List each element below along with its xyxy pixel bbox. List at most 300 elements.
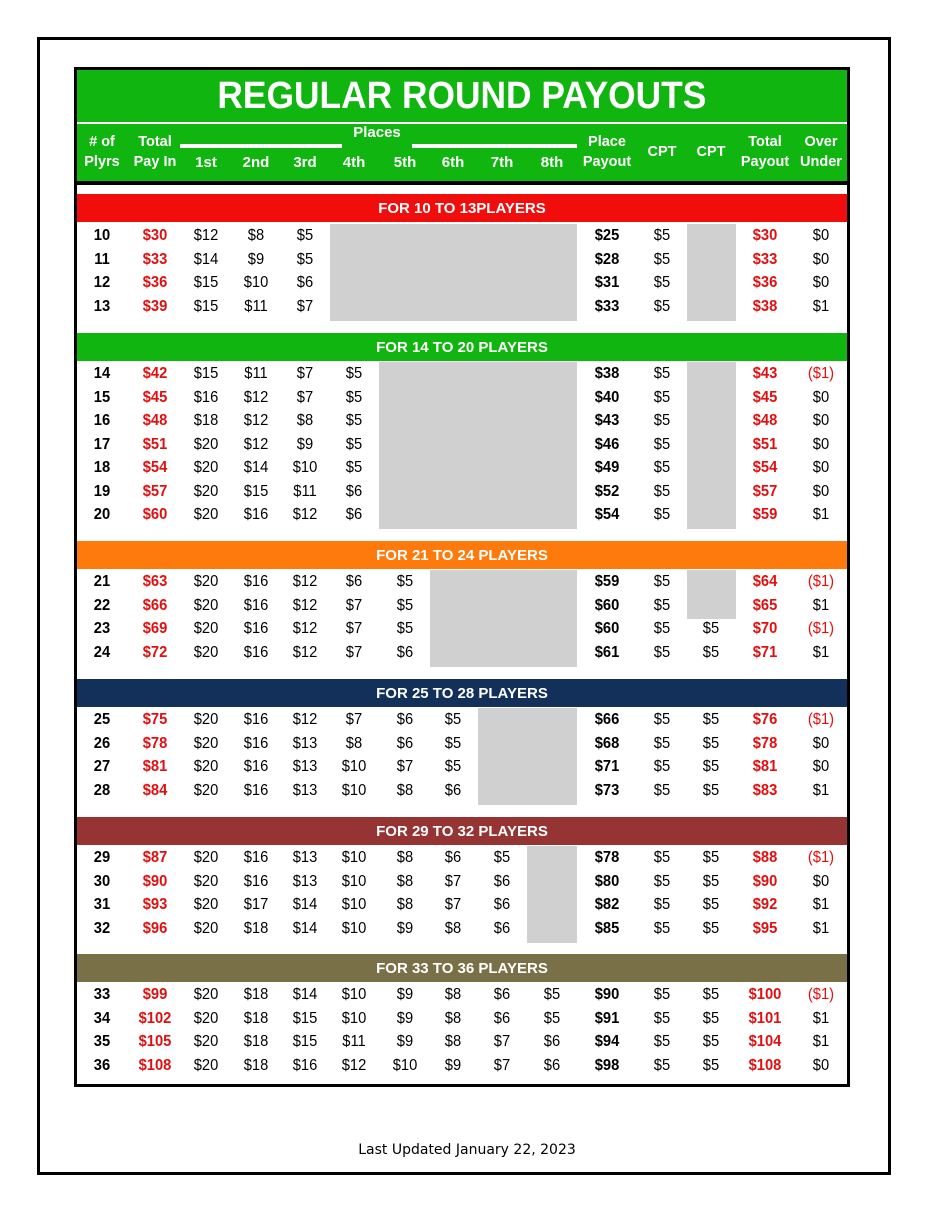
cell-total-payout: $88: [752, 849, 778, 866]
cell-total-payout: $71: [752, 644, 778, 662]
cell-pay-in: $102: [138, 1009, 172, 1027]
cell-pay-in: $93: [142, 896, 168, 914]
header-cpt-1: CPT: [647, 144, 677, 160]
cell-total-payout: $104: [748, 1033, 782, 1050]
cell-pay-in: $69: [142, 620, 168, 638]
cell-over-under: $0: [812, 1056, 830, 1074]
cell-cpt-2: $5: [702, 644, 720, 662]
cell-plyrs: 35: [93, 1033, 111, 1050]
header-place-payout-line1: Place: [588, 134, 626, 150]
cell-pay-in: $66: [142, 596, 168, 614]
header-payin-line2: Pay In: [133, 154, 177, 170]
cell-plyrs: 13: [93, 298, 111, 316]
cell-place-4: $5: [345, 388, 363, 406]
cell-place-8: $5: [543, 986, 561, 1003]
cell-total-payout: $101: [748, 1009, 782, 1027]
cell-place-5: $10: [392, 1056, 418, 1074]
column-header-bar: [77, 122, 847, 181]
cell-plyrs: 18: [93, 459, 111, 476]
last-updated-footer: Last Updated January 22, 2023: [358, 1142, 576, 1158]
cell-place-1: $15: [193, 298, 219, 316]
header-place-3: 3rd: [293, 154, 317, 171]
cell-place-6: $8: [444, 920, 462, 938]
cell-place-2: $18: [243, 986, 269, 1003]
cell-over-under: $1: [812, 1033, 830, 1050]
cell-place-6: $5: [444, 711, 462, 728]
cell-cpt-2: $5: [702, 849, 720, 866]
cell-place-5: $6: [396, 644, 414, 662]
cell-place-7: $6: [493, 872, 511, 890]
cell-total-payout: $64: [752, 573, 778, 590]
cell-place-payout: $60: [594, 620, 620, 638]
section-band: FOR 29 TO 32 PLAYERS: [77, 817, 847, 845]
header-separator: [77, 181, 847, 185]
cell-place-1: $20: [193, 782, 219, 800]
cell-over-under: $0: [812, 227, 830, 244]
cell-over-under: $1: [812, 896, 830, 914]
cell-place-3: $12: [292, 620, 318, 638]
cell-cpt-2: $5: [702, 711, 720, 728]
cell-total-payout: $45: [752, 388, 778, 406]
cell-place-3: $8: [296, 412, 314, 429]
cell-place-2: $11: [244, 298, 268, 316]
cell-place-payout: $94: [594, 1033, 620, 1050]
cell-place-5: $6: [396, 711, 414, 728]
cell-cpt-1: $5: [653, 620, 671, 638]
cell-place-5: $8: [396, 782, 414, 800]
cell-place-2: $14: [243, 459, 269, 476]
cell-place-2: $16: [243, 711, 269, 728]
cell-place-1: $15: [193, 365, 219, 382]
cell-place-6: $8: [444, 1009, 462, 1027]
cell-cpt-2: $5: [702, 920, 720, 938]
cell-place-payout: $66: [594, 711, 620, 728]
cell-cpt-2: $5: [702, 734, 720, 752]
cell-cpt-1: $5: [653, 734, 671, 752]
cell-place-7: $7: [493, 1056, 511, 1074]
cell-place-4: $10: [341, 1009, 367, 1027]
cell-total-payout: $70: [752, 620, 778, 638]
cell-total-payout: $92: [752, 896, 778, 914]
cell-place-2: $16: [243, 782, 269, 800]
unused-places-block: [478, 708, 577, 805]
cell-place-4: $10: [341, 758, 367, 776]
cell-total-payout: $57: [752, 482, 778, 500]
cell-cpt-2: $5: [702, 896, 720, 914]
cell-place-3: $12: [292, 596, 318, 614]
cell-place-3: $13: [292, 734, 318, 752]
cell-cpt-2: $5: [702, 986, 720, 1003]
cell-place-6: $8: [444, 1033, 462, 1050]
cell-place-1: $12: [193, 227, 219, 244]
cell-place-payout: $31: [594, 274, 620, 292]
cell-cpt-1: $5: [653, 250, 671, 268]
cell-pay-in: $96: [142, 920, 168, 938]
unused-places-block: [430, 570, 577, 667]
cell-place-5: $9: [396, 920, 414, 938]
cell-place-payout: $61: [594, 644, 620, 662]
cell-plyrs: 32: [93, 920, 111, 938]
cell-place-1: $18: [193, 412, 219, 429]
cell-plyrs: 19: [93, 482, 111, 500]
cell-plyrs: 21: [93, 573, 111, 590]
cell-cpt-1: $5: [653, 482, 671, 500]
cell-place-7: $6: [493, 1009, 511, 1027]
cell-place-2: $16: [243, 849, 269, 866]
cell-over-under: $0: [812, 412, 830, 429]
cell-place-4: $10: [341, 896, 367, 914]
cell-place-4: $10: [341, 920, 367, 938]
cell-plyrs: 29: [93, 849, 111, 866]
cell-plyrs: 33: [93, 986, 111, 1003]
cell-total-payout: $65: [752, 596, 778, 614]
cell-pay-in: $72: [142, 644, 168, 662]
cell-place-4: $6: [345, 482, 363, 500]
cell-place-6: $6: [444, 849, 462, 866]
cell-total-payout: $48: [752, 412, 778, 429]
cell-place-2: $16: [243, 758, 269, 776]
cell-place-2: $16: [243, 573, 269, 590]
cell-cpt-1: $5: [653, 596, 671, 614]
cell-place-4: $10: [341, 782, 367, 800]
cell-place-1: $20: [193, 734, 219, 752]
cell-cpt-1: $5: [653, 920, 671, 938]
cell-cpt-1: $5: [653, 1056, 671, 1074]
cell-over-under: ($1): [807, 711, 835, 728]
cell-place-1: $16: [193, 388, 219, 406]
cell-place-3: $6: [296, 274, 314, 292]
cell-pay-in: $108: [138, 1056, 172, 1074]
cell-pay-in: $105: [138, 1033, 172, 1050]
cell-plyrs: 20: [93, 506, 111, 523]
cell-cpt-1: $5: [653, 388, 671, 406]
cell-place-4: $12: [341, 1056, 367, 1074]
cell-cpt-2: $5: [702, 872, 720, 890]
cell-place-payout: $82: [594, 896, 620, 914]
section-band: FOR 10 TO 13PLAYERS: [77, 194, 847, 222]
cell-place-2: $8: [247, 227, 265, 244]
cell-place-2: $11: [244, 365, 268, 382]
cell-plyrs: 36: [93, 1056, 111, 1074]
cell-place-5: $6: [396, 734, 414, 752]
cell-place-1: $20: [193, 1056, 219, 1074]
cell-total-payout: $81: [752, 758, 778, 776]
cell-place-4: $10: [341, 986, 367, 1003]
cell-place-3: $14: [292, 920, 318, 938]
cell-pay-in: $90: [142, 872, 168, 890]
cell-place-3: $7: [296, 365, 314, 382]
cell-place-3: $12: [292, 506, 318, 523]
cell-place-5: $8: [396, 872, 414, 890]
cell-place-payout: $68: [594, 734, 620, 752]
cell-place-3: $11: [293, 482, 317, 500]
header-over-under-line2: Under: [800, 154, 842, 170]
cell-place-6: $9: [444, 1056, 462, 1074]
cell-place-7: $6: [493, 896, 511, 914]
header-place-1: 1st: [195, 154, 217, 171]
cell-place-6: $5: [444, 758, 462, 776]
cell-over-under: ($1): [807, 620, 835, 638]
cell-pay-in: $39: [142, 298, 168, 316]
cell-place-2: $18: [243, 920, 269, 938]
cell-place-4: $7: [345, 711, 363, 728]
cell-pay-in: $54: [142, 459, 168, 476]
header-place-2: 2nd: [242, 154, 270, 171]
cell-place-5: $7: [396, 758, 414, 776]
header-plyrs: [72, 132, 132, 172]
cell-total-payout: $51: [752, 435, 778, 453]
cell-place-4: $11: [342, 1033, 366, 1050]
cell-place-payout: $28: [594, 250, 620, 268]
cell-pay-in: $45: [142, 388, 168, 406]
cell-over-under: $0: [812, 388, 830, 406]
unused-places-block: [379, 362, 577, 529]
cell-cpt-2: $5: [702, 1009, 720, 1027]
cell-total-payout: $83: [752, 782, 778, 800]
cell-place-3: $15: [292, 1033, 318, 1050]
cell-total-payout: $54: [752, 459, 778, 476]
cell-over-under: $1: [812, 644, 830, 662]
cell-place-payout: $71: [594, 758, 620, 776]
cell-cpt-2: $5: [702, 1033, 720, 1050]
unused-places-block: [527, 846, 577, 943]
cell-place-7: $6: [493, 986, 511, 1003]
cell-over-under: ($1): [807, 986, 835, 1003]
cell-place-1: $20: [193, 711, 219, 728]
header-total-payout: [735, 132, 795, 172]
title-bar: [77, 70, 847, 122]
cell-place-5: $5: [396, 573, 414, 590]
cell-place-3: $13: [292, 872, 318, 890]
cell-cpt-1: $5: [653, 573, 671, 590]
cell-place-payout: $49: [594, 459, 620, 476]
cell-place-1: $20: [193, 596, 219, 614]
section-band: FOR 21 TO 24 PLAYERS: [77, 541, 847, 569]
cell-place-4: $5: [345, 365, 363, 382]
cell-place-4: $10: [341, 872, 367, 890]
cell-plyrs: 17: [93, 435, 111, 453]
cell-cpt-1: $5: [653, 506, 671, 523]
header-place-7: 7th: [490, 154, 514, 171]
cell-place-5: $5: [396, 620, 414, 638]
cell-place-5: $5: [396, 596, 414, 614]
header-total-payout-line2: Payout: [740, 154, 790, 170]
header-place-5: 5th: [393, 154, 417, 171]
cell-place-payout: $52: [594, 482, 620, 500]
cell-over-under: $0: [812, 482, 830, 500]
unused-places-block: [330, 224, 577, 321]
cell-total-payout: $90: [752, 872, 778, 890]
cell-place-2: $16: [243, 872, 269, 890]
cell-cpt-1: $5: [653, 412, 671, 429]
cell-place-1: $20: [193, 758, 219, 776]
cell-plyrs: 24: [93, 644, 111, 662]
cell-place-2: $18: [243, 1056, 269, 1074]
cell-pay-in: $75: [142, 711, 168, 728]
cell-total-payout: $43: [752, 365, 778, 382]
cell-place-1: $20: [193, 573, 219, 590]
cell-cpt-1: $5: [653, 849, 671, 866]
cell-cpt-1: $5: [653, 711, 671, 728]
cell-over-under: $0: [812, 734, 830, 752]
cell-place-1: $20: [193, 506, 219, 523]
header-plyrs-line2: Plyrs: [84, 154, 120, 170]
cell-cpt-1: $5: [653, 872, 671, 890]
cell-place-5: $9: [396, 1033, 414, 1050]
cell-place-3: $14: [292, 986, 318, 1003]
cell-cpt-1: $5: [653, 896, 671, 914]
header-payin: [125, 132, 185, 172]
cell-over-under: ($1): [807, 573, 835, 590]
cell-pay-in: $87: [142, 849, 168, 866]
cell-place-payout: $80: [594, 872, 620, 890]
cell-cpt-1: $5: [653, 986, 671, 1003]
cell-total-payout: $59: [752, 506, 778, 523]
cell-place-3: $7: [296, 388, 314, 406]
cell-place-6: $6: [444, 782, 462, 800]
cell-place-4: $8: [345, 734, 363, 752]
cell-place-payout: $85: [594, 920, 620, 938]
cell-cpt-1: $5: [653, 758, 671, 776]
cell-place-1: $15: [193, 274, 219, 292]
cell-place-3: $10: [292, 459, 318, 476]
cell-place-2: $10: [243, 274, 269, 292]
cell-plyrs: 28: [93, 782, 111, 800]
cell-pay-in: $99: [142, 986, 168, 1003]
cell-place-payout: $40: [594, 388, 620, 406]
cell-place-payout: $54: [594, 506, 620, 523]
cell-over-under: $0: [812, 274, 830, 292]
cell-over-under: $0: [812, 435, 830, 453]
cell-over-under: $1: [812, 298, 830, 316]
cell-cpt-1: $5: [653, 782, 671, 800]
cell-total-payout: $38: [752, 298, 778, 316]
cell-pay-in: $78: [142, 734, 168, 752]
cell-place-3: $12: [292, 711, 318, 728]
section-band: FOR 25 TO 28 PLAYERS: [77, 679, 847, 707]
cell-pay-in: $42: [142, 365, 168, 382]
cell-place-payout: $38: [594, 365, 620, 382]
cell-pay-in: $81: [142, 758, 168, 776]
cell-place-1: $20: [193, 644, 219, 662]
cell-plyrs: 26: [93, 734, 111, 752]
unused-cpt-block: [687, 362, 736, 529]
cell-place-payout: $46: [594, 435, 620, 453]
cell-place-1: $20: [193, 1033, 219, 1050]
cell-plyrs: 16: [93, 412, 111, 429]
cell-place-1: $20: [193, 435, 219, 453]
places-rule-left: [180, 144, 342, 148]
cell-total-payout: $100: [748, 986, 782, 1003]
cell-cpt-2: $5: [702, 1056, 720, 1074]
cell-plyrs: 10: [93, 227, 111, 244]
header-cpt-2: CPT: [696, 144, 726, 160]
cell-over-under: $1: [812, 920, 830, 938]
header-place-payout-line2: Payout: [582, 154, 632, 170]
cell-place-2: $16: [243, 596, 269, 614]
header-place-payout: [577, 132, 637, 172]
cell-pay-in: $30: [142, 227, 168, 244]
cell-place-5: $9: [396, 986, 414, 1003]
cell-place-4: $5: [345, 459, 363, 476]
cell-over-under: $1: [812, 506, 830, 523]
cell-plyrs: 15: [93, 388, 111, 406]
header-place-4: 4th: [342, 154, 366, 171]
cell-over-under: $0: [812, 758, 830, 776]
cell-place-3: $15: [292, 1009, 318, 1027]
cell-over-under: $1: [812, 1009, 830, 1027]
cell-over-under: ($1): [807, 365, 835, 382]
cell-cpt-1: $5: [653, 298, 671, 316]
cell-place-4: $5: [345, 435, 363, 453]
cell-place-2: $9: [247, 250, 265, 268]
cell-pay-in: $57: [142, 482, 168, 500]
places-rule-right: [412, 144, 577, 148]
cell-over-under: $0: [812, 872, 830, 890]
cell-total-payout: $108: [748, 1056, 782, 1074]
cell-cpt-1: $5: [653, 1009, 671, 1027]
cell-plyrs: 11: [94, 250, 110, 268]
cell-cpt-1: $5: [653, 1033, 671, 1050]
cell-place-2: $16: [243, 734, 269, 752]
cell-place-6: $7: [444, 872, 462, 890]
cell-place-payout: $59: [594, 573, 620, 590]
cell-place-payout: $78: [594, 849, 620, 866]
cell-place-8: $6: [543, 1056, 561, 1074]
cell-place-2: $12: [243, 435, 269, 453]
cell-place-1: $20: [193, 920, 219, 938]
page-title: REGULAR ROUND PAYOUTS: [217, 74, 707, 117]
cell-plyrs: 23: [93, 620, 111, 638]
cell-pay-in: $60: [142, 506, 168, 523]
cell-over-under: $1: [812, 782, 830, 800]
cell-place-3: $13: [292, 758, 318, 776]
cell-place-1: $20: [193, 1009, 219, 1027]
cell-cpt-2: $5: [702, 758, 720, 776]
cell-pay-in: $36: [142, 274, 168, 292]
cell-place-2: $18: [243, 1033, 269, 1050]
cell-plyrs: 14: [93, 365, 111, 382]
section-band: FOR 14 TO 20 PLAYERS: [77, 333, 847, 361]
cell-cpt-2: $5: [702, 620, 720, 638]
cell-total-payout: $30: [752, 227, 778, 244]
cell-total-payout: $36: [752, 274, 778, 292]
cell-place-2: $18: [243, 1009, 269, 1027]
cell-cpt-1: $5: [653, 435, 671, 453]
cell-place-4: $10: [341, 849, 367, 866]
cell-place-3: $9: [296, 435, 314, 453]
cell-pay-in: $63: [142, 573, 168, 590]
header-places: Places: [353, 124, 401, 141]
cell-place-1: $20: [193, 620, 219, 638]
cell-plyrs: 27: [93, 758, 111, 776]
cell-place-2: $16: [243, 644, 269, 662]
cell-place-1: $20: [193, 872, 219, 890]
cell-place-1: $20: [193, 849, 219, 866]
cell-over-under: $1: [812, 596, 830, 614]
cell-total-payout: $78: [752, 734, 778, 752]
cell-place-8: $6: [543, 1033, 561, 1050]
cell-place-6: $8: [444, 986, 462, 1003]
cell-place-2: $16: [243, 620, 269, 638]
cell-over-under: $0: [812, 459, 830, 476]
cell-place-payout: $33: [594, 298, 620, 316]
header-plyrs-line1: # of: [89, 134, 115, 150]
cell-cpt-1: $5: [653, 644, 671, 662]
cell-plyrs: 12: [93, 274, 111, 292]
cell-place-1: $20: [193, 482, 219, 500]
cell-place-3: $12: [292, 644, 318, 662]
